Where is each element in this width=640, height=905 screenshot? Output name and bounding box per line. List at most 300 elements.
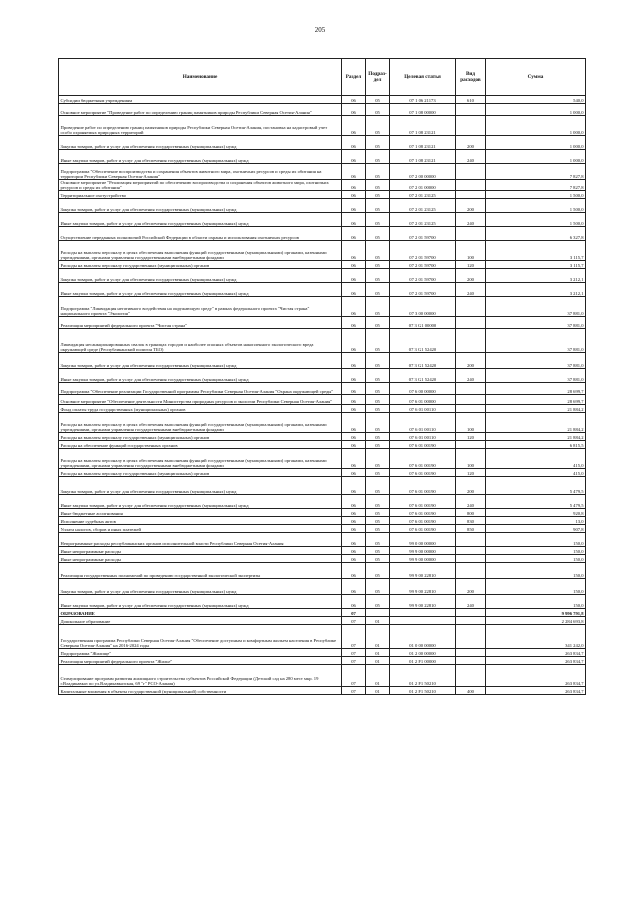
row-podrazdel: 05 [366,441,390,449]
table-row [59,283,586,297]
row-expense-type [456,297,486,317]
row-target-article: 07 3 00 00000 [390,297,456,317]
row-razdel: 07 [342,665,366,687]
row-name: Основное мероприятие "Проведение работ по определению границ памятников природы Республики Северная Осетия-Алания" [59,104,342,116]
row-name: Иные непрограммные расходы [59,555,342,563]
table-row [59,441,586,449]
row-razdel: 06 [342,150,366,164]
header-name: Наименование [59,59,342,96]
table-row [59,269,586,283]
header-target-article: Целевая статья [390,59,456,96]
row-razdel: 06 [342,297,366,317]
row-name: Расходы на выплаты персоналу государственных (муниципальных) органов [59,469,342,477]
row-target-article: 01 2 F1 00000 [390,657,456,665]
row-podrazdel: 05 [366,395,390,405]
row-target-article: 07 2 01 23125 [390,213,456,227]
header-razdel: Раздел [342,59,366,96]
row-podrazdel: 05 [366,329,390,353]
row-podrazdel: 05 [366,563,390,579]
row-razdel: 06 [342,213,366,227]
row-expense-type [456,227,486,241]
row-podrazdel: 05 [366,191,390,199]
row-expense-type: 120 [456,469,486,477]
row-name: Проведение работ по определению границ памятников природы Республики Северная Осетия-Алания, постановка на кадастровый учет особо охраняемых природных территорий [59,116,342,136]
table-row [59,191,586,199]
row-target-article: 07 2 01 00000 [390,180,456,191]
row-razdel: 06 [342,433,366,441]
table-row [59,595,586,609]
row-podrazdel: 05 [366,283,390,297]
row-razdel: 06 [342,525,366,533]
row-name: Стимулирование программ развития жилищного строительства субъектов Российской Федерации (Детский сад на 280 мест мкр. 19 г.Владикавказ по ул.Владикавказская, 69 "г" РСО-Алания) [59,665,342,687]
row-razdel: 06 [342,579,366,595]
row-expense-type: 100 [456,241,486,261]
row-sum: 150,0 [486,533,586,547]
row-sum: 3 115,7 [486,261,586,269]
row-podrazdel: 05 [366,353,390,369]
row-expense-type: 610 [456,96,486,104]
table-row [59,213,586,227]
row-name: Территориальное охотустройство [59,191,342,199]
row-expense-type: 240 [456,369,486,383]
row-target-article: 07 3 G1 52420 [390,369,456,383]
row-podrazdel: 05 [366,579,390,595]
table-row [59,609,586,617]
table-row [59,383,586,395]
row-name: Непрограммные расходы республиканских органов исполнительной власти Республики Северная Осетия-Алания [59,533,342,547]
row-name: Расходы на выплаты персоналу в целях обеспечения выполнения функций государственными (муниципальными) органами, казенными учреждениями, органами управления государственными внебюджетными фондами [59,241,342,261]
table-row [59,433,586,441]
table-row [59,509,586,517]
table-row [59,413,586,433]
table-row [59,369,586,383]
row-sum: 37 881,0 [486,329,586,353]
row-expense-type: 800 [456,509,486,517]
row-expense-type [456,329,486,353]
row-expense-type [456,609,486,617]
table-row [59,297,586,317]
row-razdel: 06 [342,317,366,329]
row-target-article: 07 6 01 00190 [390,449,456,469]
row-sum: 1 000,0 [486,104,586,116]
row-podrazdel: 05 [366,449,390,469]
row-sum: 1 500,0 [486,191,586,199]
row-razdel: 06 [342,595,366,609]
row-expense-type [456,547,486,555]
row-expense-type [456,180,486,191]
row-target-article: 07 2 01 59700 [390,261,456,269]
table-row [59,317,586,329]
row-name: Закупка товаров, работ и услуг для обеспечения государственных (муниципальных) нужд [59,269,342,283]
row-razdel: 06 [342,241,366,261]
row-expense-type: 850 [456,525,486,533]
row-name: Подпрограмма "Ликвидация негативного воздействия на окружающую среду" в рамках федерального проекта "Чистая страна" национального проекта "Экология" [59,297,342,317]
row-sum: 13,0 [486,517,586,525]
row-name: Основное мероприятие "Реализация мероприятий по обеспечению воспроизводства и сохранения объектов животного мира, охотничьих ресурсов и среды их обитания" [59,180,342,191]
row-target-article: 07 6 01 00110 [390,413,456,433]
row-podrazdel: 05 [366,477,390,495]
row-sum: 37 881,0 [486,369,586,383]
row-target-article: 07 6 01 00190 [390,525,456,533]
row-podrazdel: 01 [366,617,390,625]
row-expense-type [456,116,486,136]
row-podrazdel: 05 [366,241,390,261]
row-sum: 263 834,7 [486,649,586,657]
row-sum: 21 884,2 [486,433,586,441]
row-podrazdel: 05 [366,547,390,555]
row-name: Субсидии бюджетным учреждениям [59,96,342,104]
row-expense-type [456,665,486,687]
row-sum: 3 212,1 [486,283,586,297]
row-razdel: 06 [342,283,366,297]
row-target-article: 07 6 01 00190 [390,469,456,477]
table-row [59,687,586,695]
row-podrazdel: 01 [366,625,390,649]
row-expense-type: 200 [456,477,486,495]
row-target-article: 07 2 01 59700 [390,241,456,261]
budget-table [58,58,586,695]
table-row [59,136,586,150]
row-razdel: 07 [342,625,366,649]
row-podrazdel: 05 [366,509,390,517]
row-target-article: 07 2 01 23125 [390,199,456,213]
row-podrazdel: 05 [366,136,390,150]
table-row [59,116,586,136]
row-podrazdel: 05 [366,317,390,329]
row-podrazdel: 01 [366,665,390,687]
row-podrazdel: 05 [366,104,390,116]
table-row [59,164,586,180]
row-podrazdel [366,609,390,617]
table-row [59,617,586,625]
header-podrazdel: Подраз-дел [366,59,390,96]
table-row [59,657,586,665]
row-sum: 3 115,7 [486,241,586,261]
row-razdel: 06 [342,441,366,449]
row-expense-type: 200 [456,136,486,150]
row-podrazdel: 01 [366,687,390,695]
row-name: Иные бюджетные ассигнования [59,509,342,517]
row-target-article: 07 6 01 00190 [390,477,456,495]
row-razdel: 06 [342,517,366,525]
row-name: Закупка товаров, работ и услуг для обеспечения государственных (муниципальных) нужд [59,353,342,369]
row-podrazdel: 05 [366,495,390,509]
row-podrazdel: 05 [366,413,390,433]
table-row [59,547,586,555]
table-row [59,261,586,269]
table-row [59,555,586,563]
row-podrazdel: 05 [366,261,390,269]
row-razdel: 06 [342,104,366,116]
row-sum: 37 881,0 [486,317,586,329]
row-name: Иные закупки товаров, работ и услуг для обеспечения государственных (муниципальных) нужд [59,595,342,609]
row-name: Реализация мероприятий федерального проекта "Чистая страна" [59,317,342,329]
row-target-article: 07 2 01 59700 [390,269,456,283]
row-podrazdel: 05 [366,297,390,317]
row-sum: 920,8 [486,509,586,517]
row-razdel: 06 [342,405,366,413]
row-target-article: 07 1 06 21173 [390,96,456,104]
row-sum: 1 000,0 [486,116,586,136]
row-expense-type: 400 [456,687,486,695]
row-target-article: 07 6 00 00000 [390,383,456,395]
row-name: Подпрограмма "Жилище" [59,649,342,657]
table-row [59,495,586,509]
row-podrazdel: 05 [366,369,390,383]
row-sum: 5 479,5 [486,495,586,509]
table-row [59,563,586,579]
row-expense-type: 100 [456,413,486,433]
row-name: ОБРАЗОВАНИЕ [59,609,342,617]
row-razdel: 06 [342,555,366,563]
row-razdel: 06 [342,353,366,369]
row-name: Уплата налогов, сборов и иных платежей [59,525,342,533]
row-name: Дошкольное образование [59,617,342,625]
row-name: Расходы на выплаты персоналу в целях обеспечения выполнения функций государственными (муниципальными) органами, казенными учреждениями, органами управления государственными внебюджетными фондами [59,413,342,433]
row-target-article: 07 2 00 00000 [390,164,456,180]
row-razdel: 07 [342,609,366,617]
row-razdel: 06 [342,227,366,241]
row-podrazdel: 05 [366,533,390,547]
row-podrazdel: 05 [366,199,390,213]
row-sum: 6 815,5 [486,441,586,449]
row-target-article: 07 1 08 00000 [390,104,456,116]
row-razdel: 07 [342,657,366,665]
row-sum: 1 500,0 [486,213,586,227]
row-expense-type [456,405,486,413]
row-expense-type: 200 [456,269,486,283]
row-razdel: 06 [342,395,366,405]
table-row [59,199,586,213]
row-podrazdel: 05 [366,96,390,104]
row-target-article: 99 9 00 22810 [390,579,456,595]
row-sum: 1 000,0 [486,150,586,164]
row-sum: 540,0 [486,96,586,104]
row-name: Расходы на обеспечение функций государственных органов [59,441,342,449]
row-razdel: 06 [342,191,366,199]
row-sum: 9 996 791,8 [486,609,586,617]
table-row [59,477,586,495]
row-razdel: 06 [342,413,366,433]
row-target-article [390,617,456,625]
row-name: Расходы на выплаты персоналу в целях обеспечения выполнения функций государственными (муниципальными) органами, казенными учреждениями, органами управления государственными внебюджетными фондами [59,449,342,469]
row-target-article: 07 6 01 00190 [390,441,456,449]
row-sum: 2 284 693,8 [486,617,586,625]
row-sum: 341 242,0 [486,625,586,649]
row-name: Расходы на выплаты персоналу государственных (муниципальных) органов [59,261,342,269]
row-name: Капитальные вложения в объекты государственной (муниципальной) собственности [59,687,342,695]
row-razdel: 06 [342,383,366,395]
row-target-article: 99 9 00 22810 [390,563,456,579]
page-number: 205 [314,26,326,34]
row-target-article: 99 9 00 00000 [390,555,456,563]
row-razdel: 06 [342,563,366,579]
row-podrazdel: 05 [366,227,390,241]
row-sum: 28 699,7 [486,383,586,395]
row-expense-type [456,649,486,657]
row-razdel: 06 [342,164,366,180]
row-podrazdel: 05 [366,517,390,525]
row-razdel: 06 [342,261,366,269]
row-expense-type: 120 [456,261,486,269]
row-razdel: 06 [342,477,366,495]
row-name: Государственная программа Республики Северная Осетия-Алания "Обеспечение доступным и комфортным жильем населения в Республике Северная Осетия-Алания" на 2016-2024 годы [59,625,342,649]
row-name: Иные закупки товаров, работ и услуг для обеспечения государственных (муниципальных) нужд [59,150,342,164]
row-podrazdel: 01 [366,649,390,657]
row-target-article: 99 0 00 00000 [390,533,456,547]
row-name: Иные непрограммные расходы [59,547,342,555]
table-header-row [59,59,586,96]
row-sum: 37 881,0 [486,297,586,317]
row-sum: 150,0 [486,563,586,579]
row-name: Подпрограмма "Обеспечение воспроизводства и сохранения объектов животного мира, охотничьих ресурсов и среды их обитания на территории Республики Северная Осетия-Алания" [59,164,342,180]
row-target-article: 07 3 G1 52420 [390,353,456,369]
row-sum: 21 884,2 [486,413,586,433]
table-row [59,625,586,649]
row-sum: 1 500,0 [486,199,586,213]
header-expense-type: Вид расходов [456,59,486,96]
row-podrazdel: 05 [366,164,390,180]
row-razdel: 06 [342,136,366,150]
row-expense-type [456,441,486,449]
row-sum: 150,0 [486,547,586,555]
row-podrazdel: 05 [366,383,390,395]
row-expense-type: 830 [456,517,486,525]
table-row [59,96,586,104]
row-sum: 1 000,0 [486,136,586,150]
row-expense-type: 200 [456,579,486,595]
table-row [59,517,586,525]
row-target-article: 99 9 00 22810 [390,595,456,609]
row-razdel: 06 [342,199,366,213]
row-sum: 5 479,5 [486,477,586,495]
row-target-article: 07 6 01 00190 [390,495,456,509]
row-razdel: 06 [342,180,366,191]
row-podrazdel: 05 [366,555,390,563]
row-name: Реализация государственных полномочий по проведению государственной экологической экспертизы [59,563,342,579]
row-podrazdel: 05 [366,595,390,609]
table-row [59,469,586,477]
row-podrazdel: 05 [366,180,390,191]
row-target-article: 01 2 F1 50210 [390,687,456,695]
row-expense-type: 100 [456,449,486,469]
table-row [59,395,586,405]
row-sum: 7 827,8 [486,180,586,191]
row-sum: 150,0 [486,595,586,609]
row-expense-type: 200 [456,353,486,369]
table-row [59,525,586,533]
row-name: Иные закупки товаров, работ и услуг для обеспечения государственных (муниципальных) нужд [59,369,342,383]
table-row [59,353,586,369]
row-expense-type [456,617,486,625]
row-target-article: 07 2 01 59700 [390,227,456,241]
table-row [59,405,586,413]
row-name: Иные закупки товаров, работ и услуг для обеспечения государственных (муниципальных) нужд [59,213,342,227]
table-row [59,227,586,241]
row-target-article: 07 6 01 00110 [390,433,456,441]
row-target-article: 07 2 01 59700 [390,283,456,297]
row-expense-type: 240 [456,213,486,227]
row-podrazdel: 05 [366,116,390,136]
row-podrazdel: 05 [366,269,390,283]
row-target-article: 07 1 08 23121 [390,136,456,150]
row-expense-type [456,555,486,563]
row-sum: 907,8 [486,525,586,533]
row-expense-type: 240 [456,283,486,297]
row-name: Реализация мероприятий федерального проекта "Жилье" [59,657,342,665]
row-name: Закупка товаров, работ и услуг для обеспечения государственных (муниципальных) нужд [59,199,342,213]
row-expense-type [456,625,486,649]
row-sum: 150,0 [486,555,586,563]
row-sum: 3 212,1 [486,269,586,283]
row-razdel: 06 [342,269,366,283]
row-target-article: 07 1 08 23121 [390,150,456,164]
row-name: Иные закупки товаров, работ и услуг для обеспечения государственных (муниципальных) нужд [59,283,342,297]
row-expense-type [456,104,486,116]
row-sum: 263 834,7 [486,665,586,687]
row-razdel: 07 [342,617,366,625]
row-name: Основное мероприятие "Обеспечение деятельности Министерства природных ресурсов и экологии Республики Северная Осетия-Алания" [59,395,342,405]
row-expense-type [456,533,486,547]
row-razdel: 06 [342,369,366,383]
row-razdel: 06 [342,533,366,547]
row-podrazdel: 05 [366,405,390,413]
row-sum: 37 881,0 [486,353,586,369]
row-expense-type [456,383,486,395]
row-sum: 21 884,2 [486,405,586,413]
row-razdel: 06 [342,116,366,136]
row-target-article: 07 6 01 00190 [390,517,456,525]
row-name: Закупка товаров, работ и услуг для обеспечения государственных (муниципальных) нужд [59,477,342,495]
row-sum: 28 699,7 [486,395,586,405]
table-row [59,665,586,687]
row-podrazdel: 01 [366,657,390,665]
row-sum: 6 327,8 [486,227,586,241]
table-row [59,533,586,547]
row-razdel: 06 [342,449,366,469]
table-row [59,104,586,116]
row-target-article [390,609,456,617]
row-razdel: 06 [342,509,366,517]
table-row [59,150,586,164]
row-podrazdel: 05 [366,525,390,533]
header-sum: Сумма [486,59,586,96]
row-podrazdel: 05 [366,213,390,227]
row-razdel: 06 [342,547,366,555]
row-razdel: 07 [342,687,366,695]
row-razdel: 06 [342,329,366,353]
row-target-article: 07 3 G1 00000 [390,317,456,329]
row-sum: 7 827,8 [486,164,586,180]
row-razdel: 06 [342,495,366,509]
row-razdel: 07 [342,649,366,657]
row-expense-type [456,563,486,579]
table-row [59,579,586,595]
row-target-article: 07 6 01 00190 [390,509,456,517]
row-name: Закупка товаров, работ и услуг для обеспечения государственных (муниципальных) нужд [59,579,342,595]
row-target-article: 01 2 F1 50210 [390,665,456,687]
row-expense-type: 240 [456,495,486,509]
row-target-article: 07 6 01 00110 [390,405,456,413]
row-razdel: 06 [342,96,366,104]
row-sum: 263 834,7 [486,687,586,695]
row-expense-type [456,657,486,665]
row-name: Фонд оплаты труда государственных (муниципальных) органов [59,405,342,413]
row-target-article: 07 6 01 00000 [390,395,456,405]
row-expense-type [456,317,486,329]
row-name: Расходы на выплаты персоналу государственных (муниципальных) органов [59,433,342,441]
row-name: Ликвидация несанкционированных свалок в границах городов и наиболее опасных объектов накопленного экологического вреда окружающей среде (Республиканский полигон ТБО) [59,329,342,353]
